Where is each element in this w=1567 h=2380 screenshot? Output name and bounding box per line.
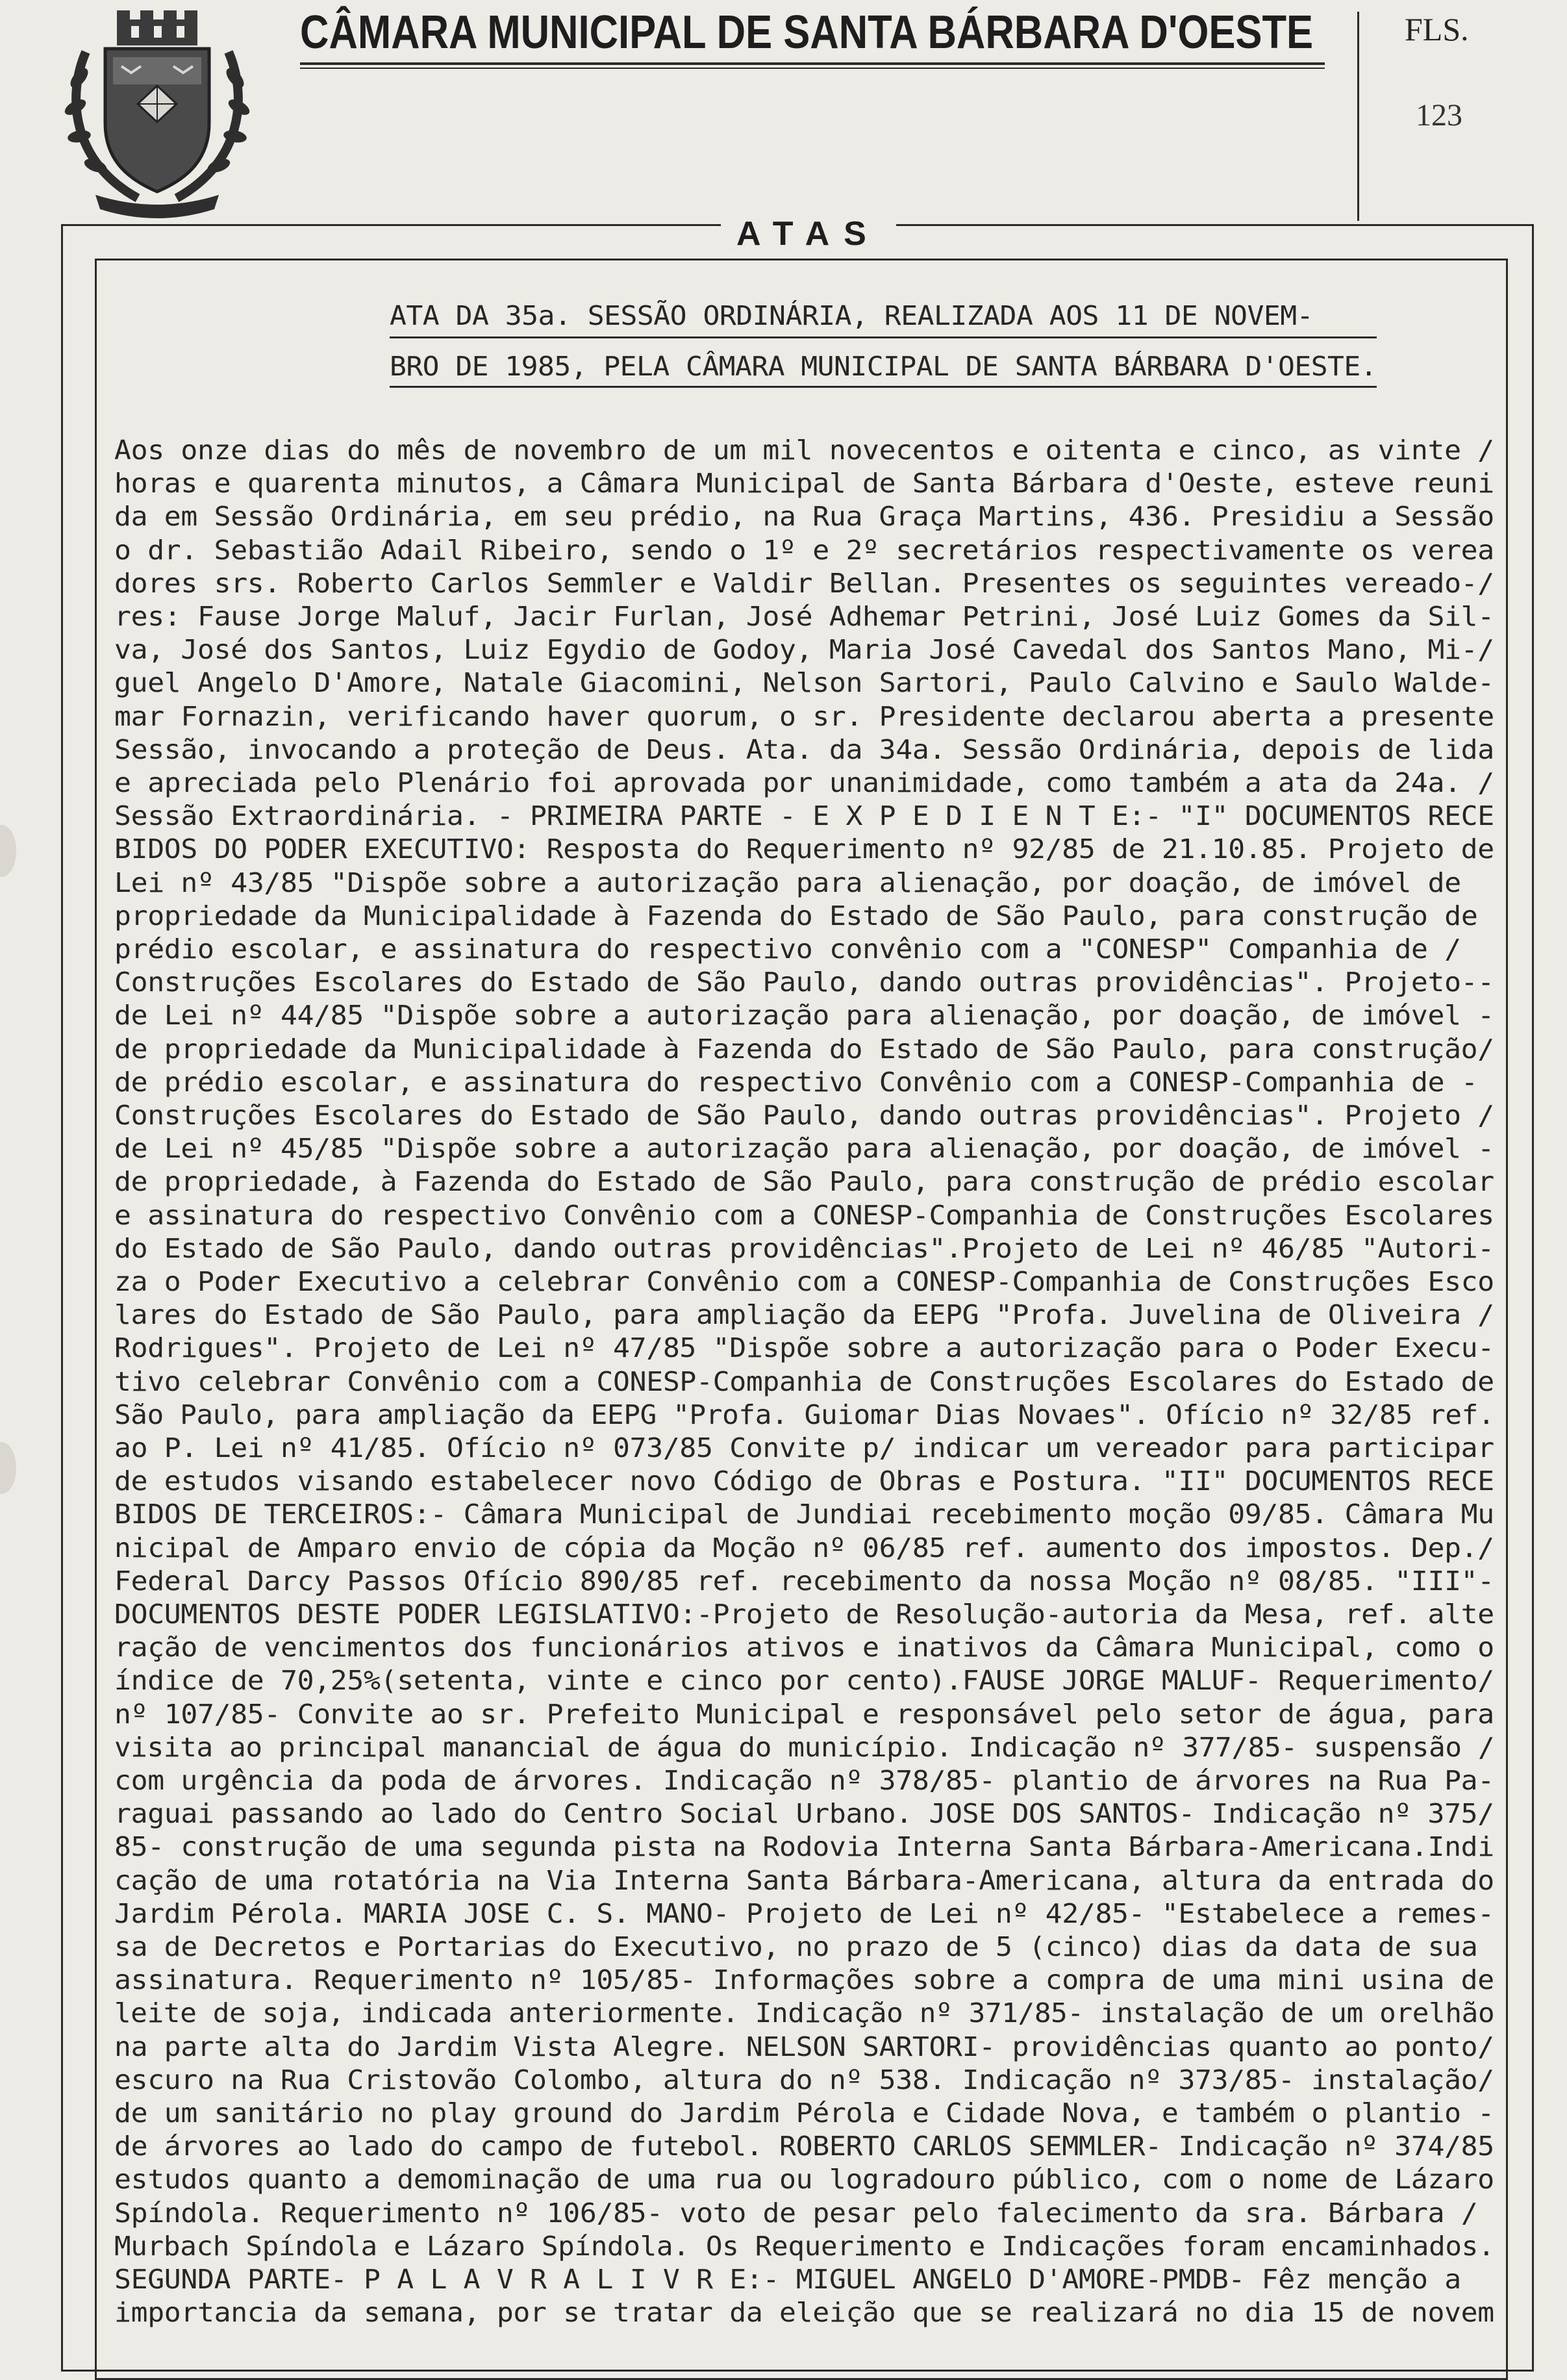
minutes-body-line: da em Sessão Ordinária, em seu prédio, na Rua Graça Martins, 436. Presidiu a Sessão bbox=[114, 501, 1494, 533]
minutes-body-line: raguai passando ao lado do Centro Social Urbano. JOSE DOS SANTOS- Indicação nº 375/ bbox=[114, 1798, 1494, 1830]
minutes-body-line: estudos quanto a demominação de uma rua ou logradouro público, com o nome de Lázaro bbox=[114, 2164, 1494, 2196]
section-title: ATAS bbox=[721, 214, 896, 253]
minutes-body-line: visita ao principal manancial de água do município. Indicação nº 377/85- suspensão / bbox=[114, 1731, 1495, 1763]
minutes-body-line: propriedade da Municipalidade à Fazenda do Estado de São Paulo, para construção de bbox=[114, 900, 1478, 931]
minutes-body-line: São Paulo, para ampliação da EEPG "Profa. Guiomar Dias Novaes". Ofício nº 32/85 ref. bbox=[114, 1399, 1495, 1430]
minutes-body-line: Construções Escolares do Estado de São Paulo, dando outras providências". Projeto-- bbox=[114, 967, 1494, 998]
minutes-body-line: res: Fause Jorge Maluf, Jacir Furlan, José Adhemar Petrini, José Luiz Gomes da Sil- bbox=[114, 601, 1494, 632]
minutes-body-line: 85- construção de uma segunda pista na Rodovia Interna Santa Bárbara-Americana.Indi bbox=[114, 1831, 1494, 1863]
minutes-body-line: Sessão, invocando a proteção de Deus. Ata. da 34a. Sessão Ordinária, depois de lida bbox=[114, 733, 1494, 765]
minutes-body-line: e assinatura do respectivo Convênio com a CONESP-Companhia de Construções Escolares bbox=[114, 1199, 1494, 1231]
minutes-title-line-1: ATA DA 35a. SESSÃO ORDINÁRIA, REALIZADA AOS 11 DE NOVEM- bbox=[390, 300, 1314, 331]
minutes-body-line: sa de Decretos e Portarias do Executivo, no prazo de 5 (cinco) dias da data de sua bbox=[114, 1931, 1478, 1962]
minutes-body-line: BIDOS DO PODER EXECUTIVO: Resposta do Requerimento nº 92/85 de 21.10.85. Projeto de bbox=[114, 833, 1494, 865]
minutes-body-line: Jardim Pérola. MARIA JOSE C. S. MANO- Projeto de Lei nº 42/85- "Estabelece a remes- bbox=[114, 1897, 1494, 1929]
minutes-body-line: nicipal de Amparo envio de cópia da Moção nº 06/85 ref. aumento dos impostos. Dep./ bbox=[114, 1532, 1494, 1563]
minutes-body-line: lares do Estado de São Paulo, para ampliação da EEPG "Profa. Juvelina de Oliveira / bbox=[114, 1299, 1494, 1331]
minutes-body-line: prédio escolar, e assinatura do respectivo convênio com a "CONESP" Companhia de / bbox=[114, 933, 1461, 965]
minutes-body-line: escuro na Rua Cristovão Colombo, altura do nº 538. Indicação nº 373/85- instalação/ bbox=[114, 2064, 1494, 2095]
minutes-body-line: dores srs. Roberto Carlos Semmler e Valdir Bellan. Presentes os seguintes vereado-/ bbox=[114, 567, 1494, 599]
minutes-body-line: importancia da semana, por se tratar da eleição que se realizará no dia 15 de novem bbox=[114, 2297, 1494, 2329]
minutes-body-line: índice de 70,25%(setenta, vinte e cinco por cento).FAUSE JORGE MALUF- Requerimento/ bbox=[114, 1665, 1494, 1697]
minutes-body-line: ao P. Lei nº 41/85. Ofício nº 073/85 Convite p/ indicar um vereador para participar bbox=[114, 1432, 1494, 1463]
minutes-body-line: com urgência da poda de árvores. Indicação nº 378/85- plantio de árvores na Rua Pa- bbox=[114, 1765, 1494, 1796]
minutes-body-line: de estudos visando estabelecer novo Código de Obras e Postura. "II" DOCUMENTOS RECE bbox=[114, 1465, 1494, 1497]
minutes-body-line: o dr. Sebastião Adail Ribeiro, sendo o 1º e 2º secretários respectivamente os verea bbox=[114, 534, 1494, 566]
minutes-body-line: cação de uma rotatória na Via Interna Santa Bárbara-Americana, altura da entrada do bbox=[114, 1864, 1494, 1896]
minutes-body-line: de propriedade da Municipalidade à Fazenda do Estado de São Paulo, para construção/ bbox=[114, 1033, 1494, 1065]
minutes-body-line: ração de vencimentos dos funcionários ativos e inativos da Câmara Municipal, como o bbox=[114, 1632, 1494, 1664]
minutes-body-line: de prédio escolar, e assinatura do respectivo Convênio com a CONESP-Companhia de - bbox=[114, 1066, 1478, 1098]
minutes-body-line: horas e quarenta minutos, a Câmara Municipal de Santa Bárbara d'Oeste, esteve reuni bbox=[114, 468, 1494, 500]
minutes-body-line: de propriedade, à Fazenda do Estado de São Paulo, para construção de prédio escolar bbox=[114, 1166, 1494, 1198]
minutes-body-line: Murbach Spíndola e Lázaro Spíndola. Os Requerimento e Indicações foram encaminhados. bbox=[114, 2230, 1495, 2262]
minutes-body-line: va, José dos Santos, Luiz Egydio de Godoy, Maria José Cavedal dos Santos Mano, Mi-/ bbox=[114, 634, 1494, 666]
page-number: 123 bbox=[1416, 98, 1462, 133]
minutes-body-line: assinatura. Requerimento nº 105/85- Informações sobre a compra de uma mini usina de bbox=[114, 1964, 1494, 1996]
minutes-body-line: tivo celebrar Convênio com a CONESP-Companhia de Construções Escolares do Estado de bbox=[114, 1365, 1494, 1397]
minutes-body-line: de árvores ao lado do campo de futebol. ROBERTO CARLOS SEMMLER- Indicação nº 374/85 bbox=[114, 2131, 1494, 2162]
minutes-body-line: BIDOS DE TERCEIROS:- Câmara Municipal de Jundiai recebimento moção 09/85. Câmara Mu bbox=[114, 1499, 1494, 1530]
minutes-body-line: Sessão Extraordinária. - PRIMEIRA PARTE - E X P E D I E N T E:- "I" DOCUMENTOS RECE bbox=[114, 800, 1494, 832]
folio-label: FLS. bbox=[1405, 11, 1469, 47]
minutes-body-line: guel Angelo D'Amore, Natale Giacomini, Nelson Sartori, Paulo Calvino e Saulo Walde- bbox=[114, 667, 1494, 699]
minutes-body-line: Lei nº 43/85 "Dispõe sobre a autorização para alienação, por doação, de imóvel de bbox=[114, 867, 1461, 898]
minutes-body-line: na parte alta do Jardim Vista Alegre. NELSON SARTORI- providências quanto ao ponto/ bbox=[114, 2031, 1494, 2062]
minutes-body-line: SEGUNDA PARTE- P A L A V R A L I V R E:- MIGUEL ANGELO D'AMORE-PMDB- Fêz menção a bbox=[114, 2264, 1461, 2295]
minutes-body-line: mar Fornazin, verificando haver quorum, o sr. Presidente declarou aberta a presente bbox=[114, 700, 1494, 732]
minutes-title-line-2: BRO DE 1985, PELA CÂMARA MUNICIPAL DE SANTA BÁRBARA D'OESTE. bbox=[390, 351, 1377, 382]
minutes-body-line: leite de soja, indicada anteriormente. Indicação nº 371/85- instalação de um orelhão bbox=[114, 1997, 1495, 2029]
minutes-body-line: Rodrigues". Projeto de Lei nº 47/85 "Dispõe sobre a autorização para o Poder Execu- bbox=[114, 1332, 1494, 1364]
minutes-body-line: Construções Escolares do Estado de São Paulo, dando outras providências". Projeto / bbox=[114, 1100, 1494, 1131]
minutes-body-line: de um sanitário no play ground do Jardim Pérola e Cidade Nova, e também o plantio - bbox=[114, 2097, 1494, 2129]
minutes-body-line: Federal Darcy Passos Ofício 890/85 ref. recebimento da nossa Moção nº 08/85. "III"- bbox=[114, 1565, 1494, 1597]
minutes-body-line: Aos onze dias do mês de novembro de um mil novecentos e oitenta e cinco, as vinte / bbox=[114, 435, 1494, 466]
minutes-body-line: de Lei nº 44/85 "Dispõe sobre a autorização para alienação, por doação, de imóvel - bbox=[114, 1000, 1494, 1032]
chamber-name-heading: CÂMARA MUNICIPAL DE SANTA BÁRBARA D'OESTE bbox=[300, 6, 1314, 58]
minutes-body-line: za o Poder Executivo a celebrar Convênio com a CONESP-Companhia de Construções Esco bbox=[114, 1266, 1494, 1297]
minutes-body-line: de Lei nº 45/85 "Dispõe sobre a autorização para alienação, por doação, de imóvel - bbox=[114, 1133, 1494, 1165]
minutes-body-line: DOCUMENTOS DESTE PODER LEGISLATIVO:-Projeto de Resolução-autoria da Mesa, ref. alte bbox=[114, 1599, 1494, 1630]
minutes-body-line: Spíndola. Requerimento nº 106/85- voto de pesar pelo falecimento da sra. Bárbara / bbox=[114, 2197, 1478, 2229]
minutes-body-line: do Estado de São Paulo, dando outras providências".Projeto de Lei nº 46/85 "Autori- bbox=[114, 1232, 1494, 1264]
minutes-body-line: e apreciada pelo Plenário foi aprovada por unanimidade, como também a ata da 24a. / bbox=[114, 767, 1494, 798]
minutes-body-line: nº 107/85- Convite ao sr. Prefeito Municipal e responsável pelo setor de água, para bbox=[114, 1698, 1494, 1730]
